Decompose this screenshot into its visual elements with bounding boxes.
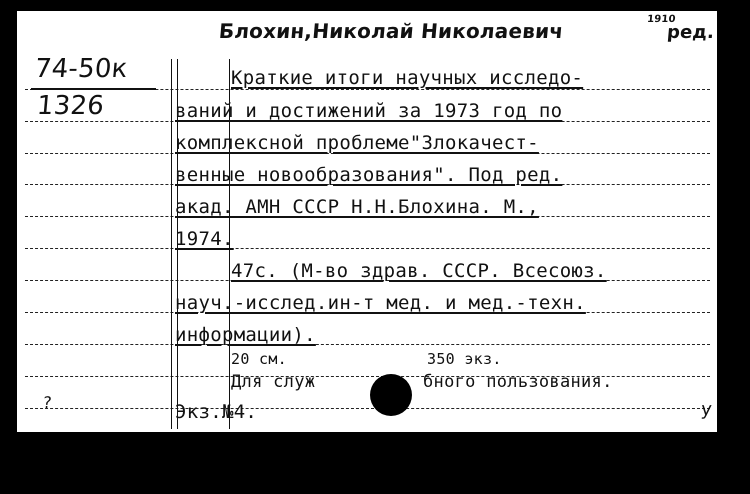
title-line: венные новообразования". Под ред. [175,164,563,186]
copy-number: Экз.№4. [175,401,258,423]
ruled-line [25,248,710,249]
author-heading: Блохин,Николай Николаевич [217,19,565,43]
title-line: Краткие итоги научных исследо- [231,67,584,89]
usage-note: Для служ [231,372,316,392]
title-line: акад. АМН СССР Н.Н.Блохина. М., [175,196,539,218]
usage-note: бного пользования. [423,372,613,392]
margin-line [171,59,172,429]
print-run-note: 350 экз. [427,350,502,368]
pagination-line: 47с. (М-во здрав. СССР. Всесоюз. [231,260,607,282]
margin-mark: у [700,399,713,420]
year-line: 1974. [175,228,234,250]
ruled-line [25,408,710,409]
catalog-card [17,11,717,432]
call-number-divider [31,88,156,90]
ruled-line [25,344,710,345]
punch-hole [370,374,412,416]
year-note: 1910 [646,14,677,25]
title-line: ваний и достижений за 1973 год по [175,100,563,122]
title-line: комплексной проблеме"Злокачест- [175,132,539,154]
margin-mark: ? [42,393,53,412]
call-number-bottom: 1326 [35,91,106,121]
series-line: науч.-исслед.ин-т мед. и мед.-техн. [175,292,586,314]
series-line: информации). [175,324,316,346]
size-note: 20 см. [231,350,287,368]
editor-suffix: ред. [666,22,716,43]
call-number-top: 74-50к [33,54,129,84]
